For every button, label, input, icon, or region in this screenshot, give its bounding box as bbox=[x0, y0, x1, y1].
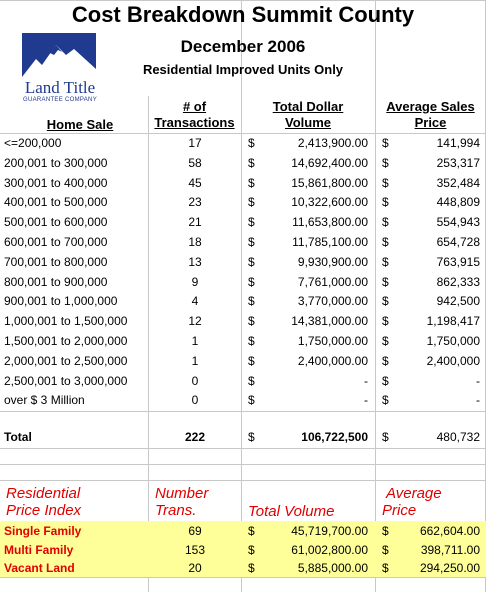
index-transaction-count: 69 bbox=[188, 524, 202, 538]
currency-symbol: $ bbox=[382, 155, 389, 170]
average-sales-price: 141,994 bbox=[436, 136, 480, 150]
currency-symbol: $ bbox=[382, 314, 389, 329]
price-index-label: Vacant Land bbox=[4, 561, 75, 575]
currency-symbol: $ bbox=[248, 195, 255, 210]
average-sales-price: 448,809 bbox=[436, 195, 480, 210]
currency-symbol: $ bbox=[248, 215, 255, 230]
price-range: over $ 3 Million bbox=[4, 393, 85, 408]
average-sales-price: 654,728 bbox=[436, 235, 480, 249]
total-volume: 106,722,500 bbox=[301, 430, 368, 444]
total-dollar-volume: 9,930,900.00 bbox=[297, 254, 368, 269]
price-range: 500,001 to 600,000 bbox=[4, 215, 108, 230]
currency-symbol: $ bbox=[248, 175, 255, 190]
transaction-count: 58 bbox=[188, 155, 202, 170]
transaction-count: 17 bbox=[188, 136, 202, 150]
transaction-count: 4 bbox=[191, 294, 199, 309]
transaction-count: 1 bbox=[191, 353, 199, 368]
currency-symbol: $ bbox=[382, 294, 389, 309]
currency-symbol: $ bbox=[382, 561, 389, 575]
index-transaction-count: 20 bbox=[188, 561, 202, 575]
currency-symbol: $ bbox=[382, 136, 389, 150]
average-sales-price: 1,198,417 bbox=[426, 314, 480, 329]
total-average: 480,732 bbox=[436, 430, 480, 444]
index-total-volume: 61,002,800.00 bbox=[291, 542, 368, 557]
logo-name: Land Title bbox=[24, 78, 96, 97]
total-dollar-volume: 15,861,800.00 bbox=[291, 175, 368, 190]
index-header-average: Average Price bbox=[382, 485, 442, 519]
currency-symbol: $ bbox=[382, 274, 389, 289]
currency-symbol: $ bbox=[382, 373, 389, 388]
total-dollar-volume: 14,381,000.00 bbox=[291, 314, 368, 329]
index-header-count: Number Trans. bbox=[155, 485, 209, 519]
header-volume: Total Dollar Volume bbox=[272, 99, 344, 130]
total-count: 222 bbox=[184, 430, 206, 444]
grid-line bbox=[148, 96, 149, 592]
header-transactions: # of Transactions bbox=[154, 99, 235, 130]
average-sales-price: 253,317 bbox=[436, 155, 480, 170]
grid-line bbox=[0, 464, 486, 465]
index-total-volume: 45,719,700.00 bbox=[291, 524, 368, 538]
header-home-sale: Home Sale bbox=[46, 117, 114, 132]
transaction-count: 21 bbox=[188, 215, 202, 230]
total-label: Total bbox=[4, 430, 32, 444]
currency-symbol: $ bbox=[248, 254, 255, 269]
currency-symbol: $ bbox=[382, 235, 389, 249]
total-dollar-volume: 1,750,000.00 bbox=[297, 334, 368, 348]
currency-symbol: $ bbox=[248, 235, 255, 249]
average-sales-price: - bbox=[476, 393, 480, 408]
average-sales-price: 763,915 bbox=[436, 254, 480, 269]
price-range: 1,000,001 to 1,500,000 bbox=[4, 314, 128, 329]
currency-symbol: $ bbox=[248, 373, 255, 388]
transaction-count: 23 bbox=[188, 195, 202, 210]
transaction-count: 13 bbox=[188, 254, 202, 269]
grid-line bbox=[375, 0, 376, 592]
price-range: 400,001 to 500,000 bbox=[4, 195, 108, 210]
transaction-count: 1 bbox=[191, 334, 199, 348]
currency-symbol: $ bbox=[248, 314, 255, 329]
price-range: 900,001 to 1,000,000 bbox=[4, 294, 118, 309]
currency-symbol: $ bbox=[248, 353, 255, 368]
average-sales-price: - bbox=[476, 373, 480, 388]
price-range: 700,001 to 800,000 bbox=[4, 254, 108, 269]
price-range: 2,000,001 to 2,500,000 bbox=[4, 353, 128, 368]
currency-symbol: $ bbox=[248, 542, 255, 557]
currency-symbol: $ bbox=[248, 334, 255, 348]
price-index-label: Single Family bbox=[4, 524, 82, 538]
currency-symbol: $ bbox=[382, 524, 389, 538]
currency-symbol: $ bbox=[248, 561, 255, 575]
header-average-price: Average Sales Price bbox=[386, 99, 475, 130]
transaction-count: 18 bbox=[188, 235, 202, 249]
currency-symbol: $ bbox=[382, 175, 389, 190]
transaction-count: 0 bbox=[191, 393, 199, 408]
total-dollar-volume: 7,761,000.00 bbox=[297, 274, 368, 289]
average-sales-price: 1,750,000 bbox=[426, 334, 480, 348]
index-total-volume: 5,885,000.00 bbox=[297, 561, 368, 575]
average-sales-price: 942,500 bbox=[436, 294, 480, 309]
total-dollar-volume: 2,400,000.00 bbox=[297, 353, 368, 368]
page-title: Cost Breakdown Summit County bbox=[71, 2, 415, 27]
currency-symbol: $ bbox=[248, 136, 255, 150]
total-dollar-volume: 11,653,800.00 bbox=[292, 215, 368, 230]
report-scope: Residential Improved Units Only bbox=[142, 62, 344, 77]
grid-line bbox=[0, 411, 486, 412]
total-dollar-volume: 14,692,400.00 bbox=[291, 155, 368, 170]
average-sales-price: 554,943 bbox=[436, 215, 480, 230]
index-average-price: 662,604.00 bbox=[419, 524, 480, 538]
index-header-volume: Total Volume bbox=[248, 503, 335, 520]
price-range: 2,500,001 to 3,000,000 bbox=[4, 373, 128, 388]
total-dollar-volume: 10,322,600.00 bbox=[291, 195, 368, 210]
currency-symbol: $ bbox=[248, 430, 255, 444]
currency-symbol: $ bbox=[382, 334, 389, 348]
index-average-price: 294,250.00 bbox=[419, 561, 480, 575]
average-sales-price: 352,484 bbox=[436, 175, 480, 190]
price-range: 1,500,001 to 2,000,000 bbox=[4, 334, 128, 348]
currency-symbol: $ bbox=[382, 393, 389, 408]
transaction-count: 12 bbox=[188, 314, 202, 329]
average-sales-price: 2,400,000 bbox=[426, 353, 480, 368]
currency-symbol: $ bbox=[248, 155, 255, 170]
transaction-count: 45 bbox=[188, 175, 202, 190]
price-range: 200,001 to 300,000 bbox=[4, 155, 108, 170]
index-header-label: Residential Price Index bbox=[6, 485, 82, 519]
total-dollar-volume: 11,785,100.00 bbox=[292, 235, 368, 249]
currency-symbol: $ bbox=[248, 524, 255, 538]
currency-symbol: $ bbox=[248, 393, 255, 408]
mountain-logo-icon bbox=[22, 33, 96, 77]
logo-tagline: GUARANTEE COMPANY bbox=[23, 97, 97, 103]
currency-symbol: $ bbox=[248, 294, 255, 309]
transaction-count: 9 bbox=[191, 274, 199, 289]
price-range: 800,001 to 900,000 bbox=[4, 274, 108, 289]
price-range: 600,001 to 700,000 bbox=[4, 235, 108, 249]
total-dollar-volume: - bbox=[364, 373, 368, 388]
price-range: <=200,000 bbox=[4, 136, 62, 150]
currency-symbol: $ bbox=[248, 274, 255, 289]
currency-symbol: $ bbox=[382, 430, 389, 444]
total-dollar-volume: 3,770,000.00 bbox=[297, 294, 368, 309]
total-dollar-volume: 2,413,900.00 bbox=[297, 136, 368, 150]
transaction-count: 0 bbox=[191, 373, 199, 388]
total-dollar-volume: - bbox=[364, 393, 368, 408]
currency-symbol: $ bbox=[382, 215, 389, 230]
grid-line bbox=[241, 0, 242, 592]
price-range: 300,001 to 400,000 bbox=[4, 175, 108, 190]
average-sales-price: 862,333 bbox=[436, 274, 480, 289]
currency-symbol: $ bbox=[382, 195, 389, 210]
currency-symbol: $ bbox=[382, 254, 389, 269]
grid-line bbox=[0, 0, 486, 1]
index-average-price: 398,711.00 bbox=[420, 542, 480, 557]
price-index-label: Multi Family bbox=[4, 542, 74, 557]
report-period: December 2006 bbox=[180, 37, 306, 56]
grid-line bbox=[0, 480, 486, 481]
currency-symbol: $ bbox=[382, 542, 389, 557]
currency-symbol: $ bbox=[382, 353, 389, 368]
index-transaction-count: 153 bbox=[184, 542, 206, 557]
grid-line bbox=[0, 448, 486, 449]
